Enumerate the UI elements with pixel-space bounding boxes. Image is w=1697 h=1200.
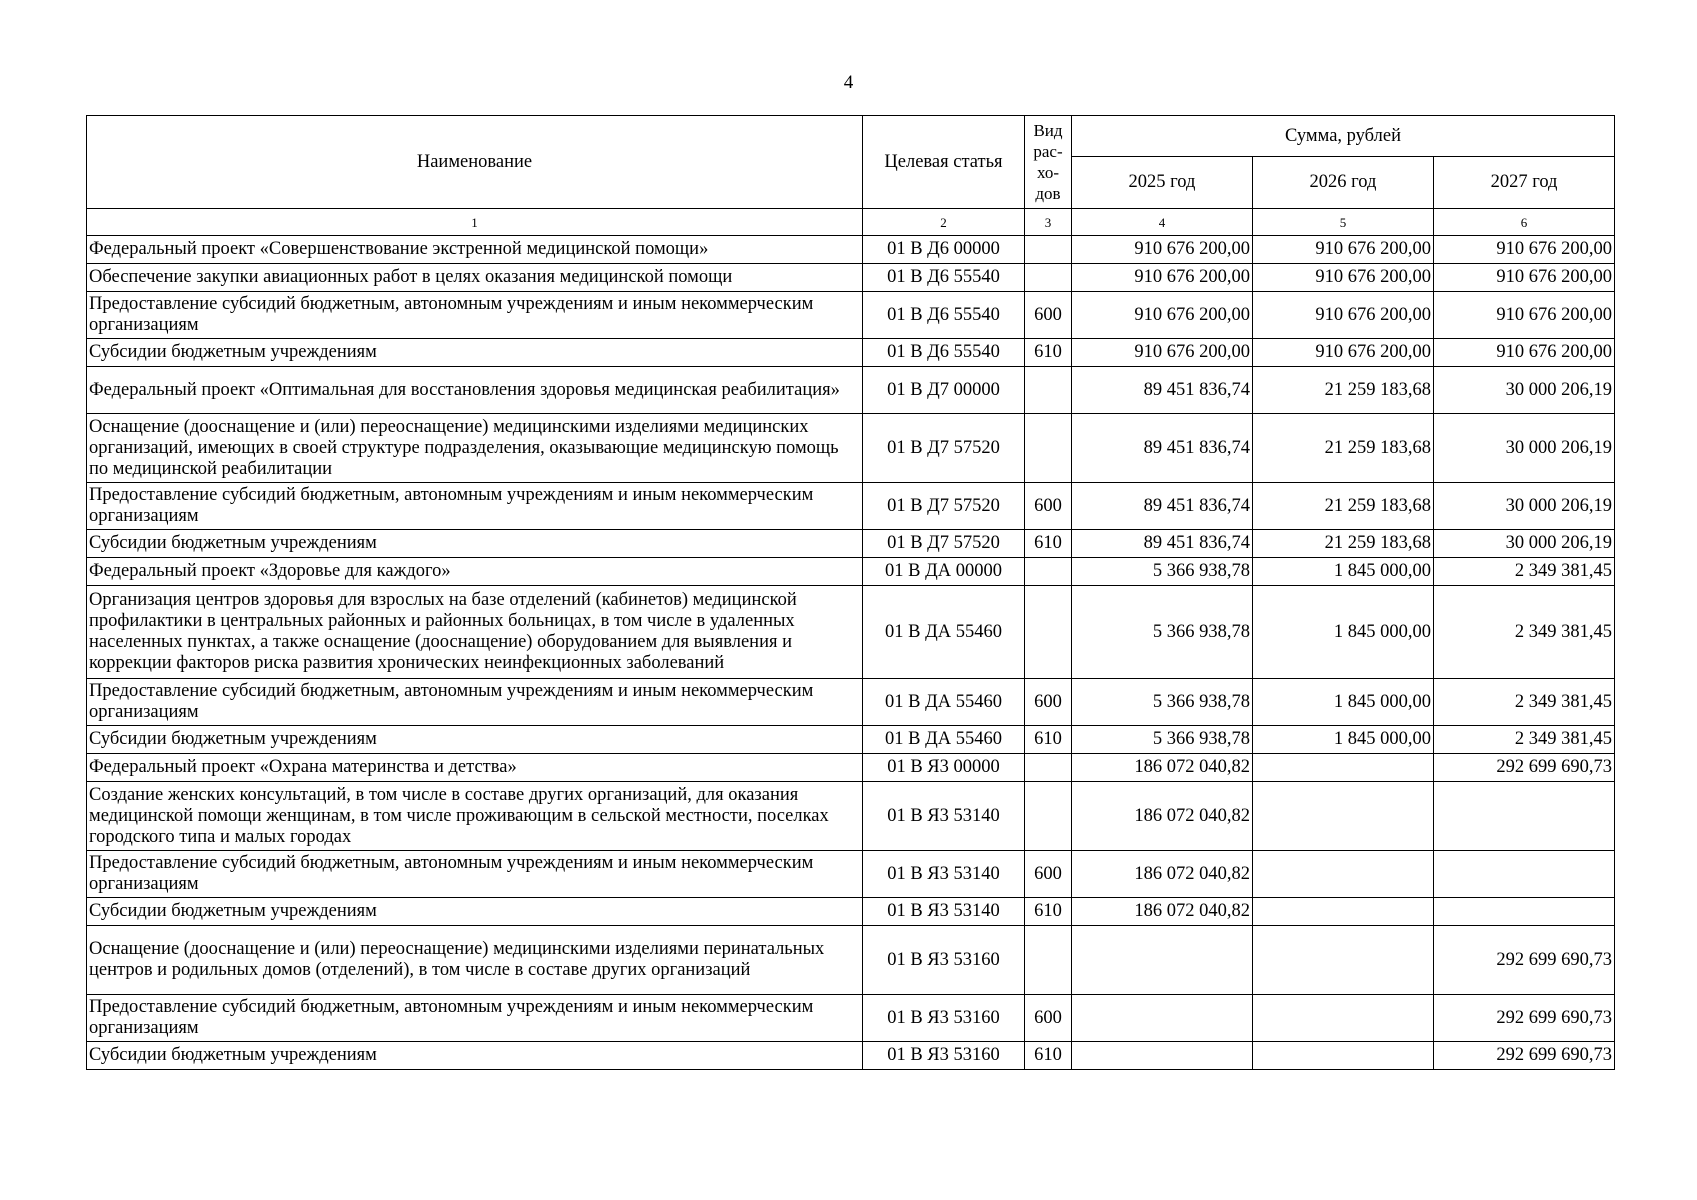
row-amount-2027: 2 349 381,45 <box>1434 586 1615 679</box>
row-amount-2027: 292 699 690,73 <box>1434 926 1615 995</box>
row-amount-2026 <box>1253 754 1434 782</box>
row-name: Субсидии бюджетным учреждениям <box>87 1042 863 1070</box>
row-vid <box>1025 586 1072 679</box>
row-vid <box>1025 264 1072 292</box>
row-name: Субсидии бюджетным учреждениям <box>87 726 863 754</box>
row-amount-2027 <box>1434 782 1615 851</box>
row-vid <box>1025 782 1072 851</box>
row-amount-2027 <box>1434 851 1615 898</box>
row-name: Федеральный проект «Здоровье для каждого» <box>87 558 863 586</box>
table-row <box>87 898 1615 926</box>
row-amount-2026: 21 259 183,68 <box>1253 483 1434 530</box>
row-code: 01 В ДА 55460 <box>863 726 1025 754</box>
row-name: Федеральный проект «Оптимальная для восстановления здоровья медицинская реабилитация» <box>87 367 863 414</box>
row-amount-2025 <box>1072 1042 1253 1070</box>
row-name: Федеральный проект «Охрана материнства и детства» <box>87 754 863 782</box>
column-numbers-row <box>87 209 1615 236</box>
table-row <box>87 483 1615 530</box>
row-amount-2027: 30 000 206,19 <box>1434 483 1615 530</box>
row-name: Субсидии бюджетным учреждениям <box>87 898 863 926</box>
column-number: 2 <box>863 209 1025 236</box>
row-code: 01 В Я3 53140 <box>863 898 1025 926</box>
row-amount-2026: 21 259 183,68 <box>1253 530 1434 558</box>
row-vid <box>1025 926 1072 995</box>
row-amount-2026 <box>1253 851 1434 898</box>
row-name: Предоставление субсидий бюджетным, автономным учреждениям и иным некоммерческим организациям <box>87 679 863 726</box>
row-amount-2026: 910 676 200,00 <box>1253 236 1434 264</box>
row-vid: 610 <box>1025 1042 1072 1070</box>
row-amount-2025: 186 072 040,82 <box>1072 782 1253 851</box>
row-vid <box>1025 367 1072 414</box>
table-row <box>87 995 1615 1042</box>
row-amount-2027 <box>1434 898 1615 926</box>
row-amount-2025: 910 676 200,00 <box>1072 236 1253 264</box>
row-code: 01 В Я3 53140 <box>863 782 1025 851</box>
row-name: Оснащение (дооснащение и (или) переоснащение) медицинскими изделиями перинатальных центров и родильных домов (отделений), в том числе в составе других организаций <box>87 926 863 995</box>
table-row <box>87 558 1615 586</box>
row-amount-2025: 186 072 040,82 <box>1072 898 1253 926</box>
table-row <box>87 292 1615 339</box>
row-vid <box>1025 414 1072 483</box>
header-2025: 2025 год <box>1072 157 1253 209</box>
row-code: 01 В ДА 00000 <box>863 558 1025 586</box>
header-2027: 2027 год <box>1434 157 1615 209</box>
row-amount-2026: 910 676 200,00 <box>1253 339 1434 367</box>
row-amount-2027: 30 000 206,19 <box>1434 367 1615 414</box>
header-2026: 2026 год <box>1253 157 1434 209</box>
row-amount-2026: 1 845 000,00 <box>1253 679 1434 726</box>
row-amount-2025: 5 366 938,78 <box>1072 558 1253 586</box>
row-amount-2025: 910 676 200,00 <box>1072 292 1253 339</box>
column-number: 5 <box>1253 209 1434 236</box>
row-code: 01 В Я3 53160 <box>863 995 1025 1042</box>
row-amount-2026 <box>1253 782 1434 851</box>
row-code: 01 В Д6 55540 <box>863 339 1025 367</box>
row-name: Предоставление субсидий бюджетным, автономным учреждениям и иным некоммерческим организациям <box>87 851 863 898</box>
row-amount-2027: 2 349 381,45 <box>1434 679 1615 726</box>
page-number: 4 <box>843 72 854 93</box>
row-amount-2026: 21 259 183,68 <box>1253 367 1434 414</box>
table-row <box>87 586 1615 679</box>
row-amount-2026: 21 259 183,68 <box>1253 414 1434 483</box>
row-name: Организация центров здоровья для взрослых на базе отделений (кабинетов) медицинской профилактики в центральных районных и районных больницах, в том числе в удаленных населенных пунктах, а также оснащение (дооснащение) оборудованием для выявления и коррекции факторов риска развития хронических неинфекционных заболеваний <box>87 586 863 679</box>
row-vid: 600 <box>1025 995 1072 1042</box>
row-amount-2026: 1 845 000,00 <box>1253 726 1434 754</box>
budget-table <box>86 115 1615 1070</box>
row-name: Создание женских консультаций, в том числе в составе других организаций, для оказания медицинской помощи женщинам, в том числе проживающим в сельской местности, поселках городского типа и малых городах <box>87 782 863 851</box>
row-amount-2027: 910 676 200,00 <box>1434 236 1615 264</box>
table-row <box>87 530 1615 558</box>
row-code: 01 В Д6 55540 <box>863 292 1025 339</box>
column-number: 4 <box>1072 209 1253 236</box>
row-name: Оснащение (дооснащение и (или) переоснащение) медицинскими изделиями медицинских организаций, имеющих в своей структуре подразделения, оказывающие медицинскую помощь по медицинской реабилитации <box>87 414 863 483</box>
row-amount-2027: 910 676 200,00 <box>1434 292 1615 339</box>
row-amount-2025: 89 451 836,74 <box>1072 483 1253 530</box>
row-amount-2025: 5 366 938,78 <box>1072 726 1253 754</box>
table-header-row <box>87 116 1615 157</box>
column-number: 3 <box>1025 209 1072 236</box>
table-row <box>87 726 1615 754</box>
header-name: Наименование <box>87 116 863 209</box>
column-number: 1 <box>87 209 863 236</box>
row-amount-2027: 910 676 200,00 <box>1434 264 1615 292</box>
row-name: Предоставление субсидий бюджетным, автономным учреждениям и иным некоммерческим организациям <box>87 995 863 1042</box>
row-amount-2025: 5 366 938,78 <box>1072 679 1253 726</box>
row-amount-2027: 292 699 690,73 <box>1434 754 1615 782</box>
row-amount-2025 <box>1072 995 1253 1042</box>
header-vid: Вид рас- хо- дов <box>1025 116 1072 209</box>
table-row <box>87 679 1615 726</box>
row-amount-2026 <box>1253 926 1434 995</box>
row-amount-2025: 89 451 836,74 <box>1072 414 1253 483</box>
row-code: 01 В Д7 57520 <box>863 483 1025 530</box>
row-name: Предоставление субсидий бюджетным, автономным учреждениям и иным некоммерческим организациям <box>87 292 863 339</box>
row-amount-2025: 186 072 040,82 <box>1072 754 1253 782</box>
row-amount-2026: 910 676 200,00 <box>1253 292 1434 339</box>
row-amount-2026 <box>1253 995 1434 1042</box>
row-amount-2027: 292 699 690,73 <box>1434 995 1615 1042</box>
row-name: Субсидии бюджетным учреждениям <box>87 530 863 558</box>
row-vid: 610 <box>1025 726 1072 754</box>
table-row <box>87 1042 1615 1070</box>
row-code: 01 В Д7 57520 <box>863 414 1025 483</box>
row-code: 01 В Я3 00000 <box>863 754 1025 782</box>
row-amount-2026 <box>1253 898 1434 926</box>
row-vid <box>1025 754 1072 782</box>
row-name: Обеспечение закупки авиационных работ в целях оказания медицинской помощи <box>87 264 863 292</box>
row-name: Предоставление субсидий бюджетным, автономным учреждениям и иным некоммерческим организациям <box>87 483 863 530</box>
row-amount-2027: 292 699 690,73 <box>1434 1042 1615 1070</box>
table-row <box>87 782 1615 851</box>
row-vid: 610 <box>1025 530 1072 558</box>
table-row <box>87 367 1615 414</box>
table-row <box>87 926 1615 995</box>
row-vid: 610 <box>1025 339 1072 367</box>
table-row <box>87 236 1615 264</box>
row-vid <box>1025 236 1072 264</box>
table-row <box>87 851 1615 898</box>
row-amount-2025: 5 366 938,78 <box>1072 586 1253 679</box>
row-amount-2025: 910 676 200,00 <box>1072 264 1253 292</box>
header-sum: Сумма, рублей <box>1072 116 1615 157</box>
row-amount-2027: 30 000 206,19 <box>1434 530 1615 558</box>
table-row <box>87 414 1615 483</box>
header-target: Целевая статья <box>863 116 1025 209</box>
row-vid: 600 <box>1025 679 1072 726</box>
row-vid: 600 <box>1025 851 1072 898</box>
row-amount-2025: 89 451 836,74 <box>1072 530 1253 558</box>
row-amount-2026 <box>1253 1042 1434 1070</box>
row-code: 01 В ДА 55460 <box>863 586 1025 679</box>
row-code: 01 В Я3 53160 <box>863 1042 1025 1070</box>
row-name: Федеральный проект «Совершенствование экстренной медицинской помощи» <box>87 236 863 264</box>
row-amount-2027: 910 676 200,00 <box>1434 339 1615 367</box>
row-code: 01 В Я3 53160 <box>863 926 1025 995</box>
row-amount-2027: 2 349 381,45 <box>1434 726 1615 754</box>
row-amount-2025: 186 072 040,82 <box>1072 851 1253 898</box>
row-code: 01 В Д7 57520 <box>863 530 1025 558</box>
table-row <box>87 754 1615 782</box>
row-amount-2025 <box>1072 926 1253 995</box>
column-number: 6 <box>1434 209 1615 236</box>
row-code: 01 В Я3 53140 <box>863 851 1025 898</box>
row-amount-2027: 30 000 206,19 <box>1434 414 1615 483</box>
row-amount-2025: 89 451 836,74 <box>1072 367 1253 414</box>
table-row <box>87 264 1615 292</box>
row-amount-2026: 910 676 200,00 <box>1253 264 1434 292</box>
row-vid: 610 <box>1025 898 1072 926</box>
row-name: Субсидии бюджетным учреждениям <box>87 339 863 367</box>
row-vid: 600 <box>1025 292 1072 339</box>
table-row <box>87 339 1615 367</box>
row-code: 01 В ДА 55460 <box>863 679 1025 726</box>
row-amount-2027: 2 349 381,45 <box>1434 558 1615 586</box>
row-vid: 600 <box>1025 483 1072 530</box>
row-amount-2026: 1 845 000,00 <box>1253 586 1434 679</box>
row-vid <box>1025 558 1072 586</box>
row-code: 01 В Д6 00000 <box>863 236 1025 264</box>
row-code: 01 В Д7 00000 <box>863 367 1025 414</box>
row-code: 01 В Д6 55540 <box>863 264 1025 292</box>
row-amount-2025: 910 676 200,00 <box>1072 339 1253 367</box>
row-amount-2026: 1 845 000,00 <box>1253 558 1434 586</box>
